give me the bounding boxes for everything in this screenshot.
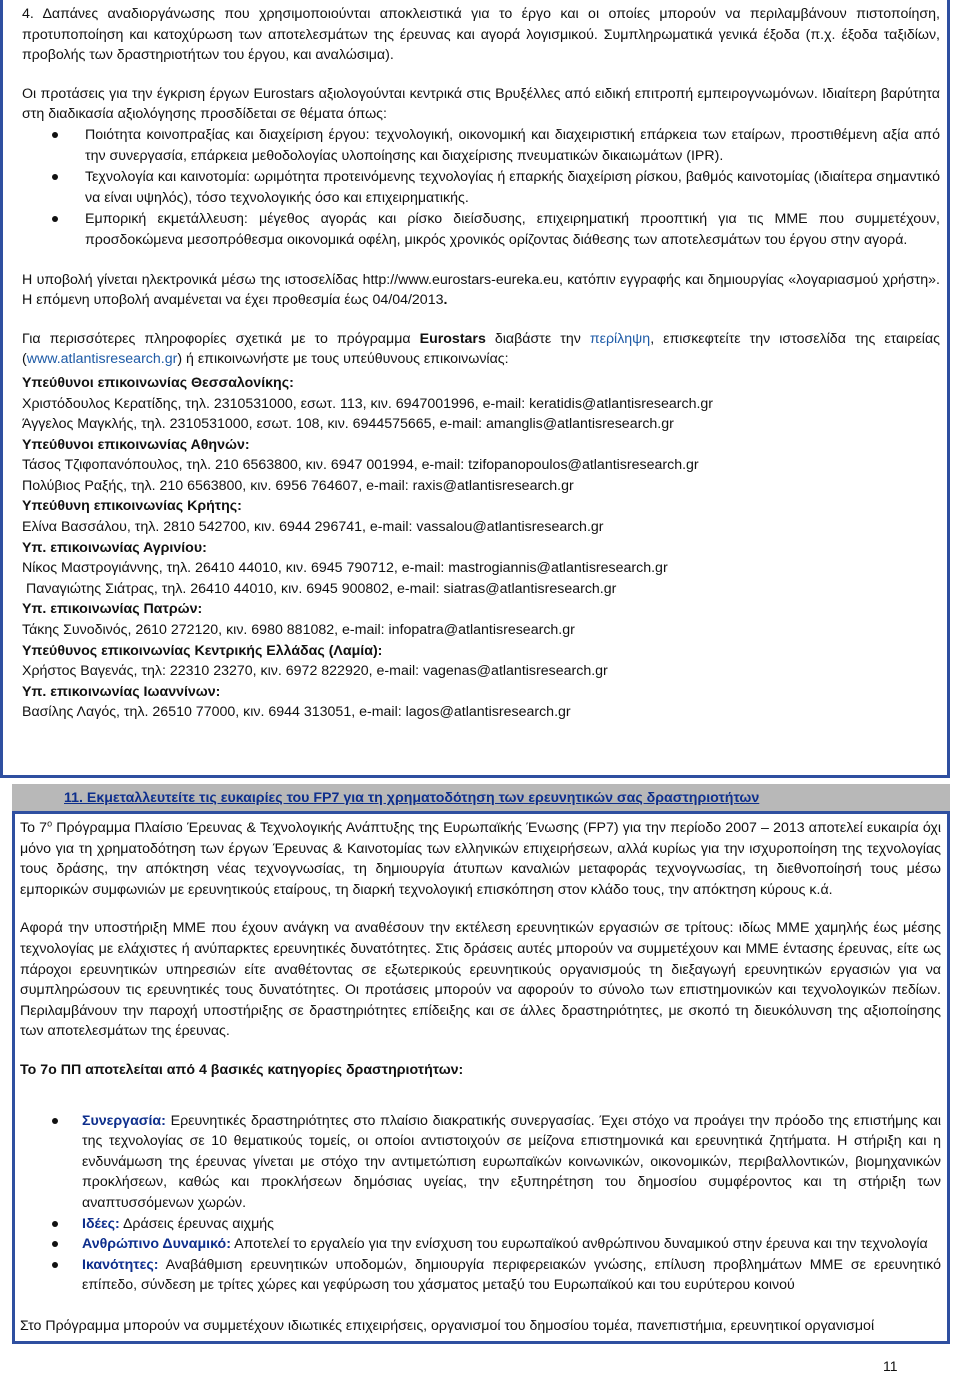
contact-heading: Υπεύθυνος επικοινωνίας Κεντρικής Ελλάδας (Λαμία): [22,642,383,659]
contact-line: Ελίνα Βασσάλου, τηλ. 2810 542700, κιν. 6944 296741, e-mail: vassalou@atlantisresearch.gr [22,519,604,536]
contacts-list [22,373,940,723]
contact-line: Τάκης Συνοδινός, 2610 272120, κιν. 6980 881082, e-mail: infopatra@atlantisresearch.gr [22,622,575,639]
section-title: 11. Εκμεταλλευτείτε τις ευκαιρίες του FP7 για τη χρηματοδότηση των ερευνητικών σας δραστηριοτήτων [64,790,760,806]
contact-heading: Υπεύθυνη επικοινωνίας Κρήτης: [22,498,242,515]
bottom-content [20,818,941,1336]
evaluation-criteria-list [22,125,940,251]
final-paragraph: Στο Πρόγραμμα μπορούν να συμμετέχουν ιδιωτικές επιχειρήσεις, οργανισμοί του δημοσίου τομέα, πανεπιστήμια, ερευνητικοί οργανισμοί [20,1317,875,1334]
list-item: Ανθρώπινο Δυναμικό: Αποτελεί το εργαλείο για την ενίσχυση του ευρωπαϊκού ανθρώπινου δυναμικού στην έρευνα και την τεχνολογία [20,1234,941,1255]
contact-heading: Υπ. επικοινωνίας Αγρινίου: [22,539,207,556]
contact-heading: Υπ. επικοινωνίας Ιωαννίνων: [22,683,221,700]
contact-line: Πολύβιος Ραξής, τηλ. 210 6563800, κιν. 6956 764607, e-mail: raxis@atlantisresearch.gr [22,477,574,494]
bullet-icon [52,1118,58,1124]
item-4-paragraph: 4. Δαπάνες αναδιοργάνωσης που χρησιμοποιούνται αποκλειστικά για το έργο και οι οποίες μπορούν να περιλαμβάνουν πιστοποίηση, προτυποποίηση και κατοχύρωση των αποτελεσμάτων της έρευνας και αγορά λογισμικού. Συμπληρωματικά γενικά έξοδα (π.χ. έξοδα ταξιδίων, προβολής των δραστηριοτήτων του έργου, και αναλώσιμα). [22,6,940,64]
list-item: Ικανότητες: Αναβάθμιση ερευνητικών υποδομών, δημιουργία περιφερειακών γνώσης, επίλυση προβλημάτων ΜΜΕ σε ερευνητικό επίπεδο, σύνδεση με τρίτες χώρες και γεφύρωση του χάσματος μεταξύ του Ευρωπαϊκού και του ευρύτερου κοινού [20,1255,941,1296]
more-info-paragraph: Για περισσότερες πληροφορίες σχετικά με το πρόγραμμα Eurostars διαβάστε την περίληψη, επισκεφτείτε την ιστοσελίδα της εταιρείας (www.atlantisresearch.gr) ή επικοινωνήστε με τους υπεύθυνους επικοινωνίας: [22,330,940,368]
contact-line: Βασίλης Λαγός, τηλ. 26510 77000, κιν. 6944 313051, e-mail: lagos@atlantisresearch.gr [22,704,571,721]
summary-link[interactable]: περίληψη [589,330,651,347]
sme-support-paragraph: Αφορά την υποστήριξη ΜΜΕ που έχουν ανάγκη να αναθέσουν την εκτέλεση ερευνητικών εργασιών σε τρίτους: ιδίως ΜΜΕ χαμηλής έως μέσης τεχνολογίας με ελάχιστες ή ανύπαρκτες ερευνητικές δυνατότητες. Στις δράσεις αυτές μπορούν να συμμετέχουν και ΜΜΕ έντασης έρευνας, είτε ως πάροχοι ερευνητικών υπηρεσιών είτε αναθέτοντας σε εξωτερικούς ερευνητικούς οργανισμούς τη διεξαγωγή ερευνητικών εργασιών για να συμπληρώσουν τις ερευνητικές τους δυνατότητες. Οι προτάσεις μπορούν να αφορούν το σύνολο των επιστημονικών και τεχνολογικών πεδίων. Περιλαμβάνουν την παροχή υποστήριξης σε δραστηριότητες επίδειξης και σε άλλες δραστηριότητες, με σκοπό τη διευκόλυνση της αξιοποίησης των αποτελεσμάτων της έρευνας. [20,920,941,1040]
contact-line: Νίκος Μαστρογιάννης, τηλ. 26410 44010, κιν. 6945 790712, e-mail: mastrogiannis@atlantisresearch.gr [22,560,668,577]
contact-line: Χριστόδουλος Κερατίδης, τηλ. 2310531000, εσωτ. 113, κιν. 6947001996, e-mail: keratidis@atlantisresearch.gr [22,395,714,412]
contact-line: Χρήστος Βαγενάς, τηλ: 22310 23270, κιν. 6972 822920, e-mail: vagenas@atlantisresearch.gr [22,663,608,680]
contact-line: Τάσος Τζιφοπανόπουλος, τηλ. 210 6563800, κιν. 6947 001994, e-mail: tzifopanopoulos@atlantisresearch.gr [22,457,699,474]
page-number: 11 [883,1358,898,1374]
list-item: Ποιότητα κοινοπραξίας και διαχείριση έργου: τεχνολογική, οικονομική και διαχειριστική επάρκεια των εταίρων, προστιθέμενη αξία από την συνεργασία, επάρκεια μεθοδολογίας υλοποίησης και διαχείρισης πνευματικών δικαιωμάτων (IPR). [22,125,940,166]
contact-line: Άγγελος Μαγκλής, τηλ. 2310531000, εσωτ. 108, κιν. 6944575665, e-mail: amanglis@atlantisresearch.gr [22,416,674,433]
categories-heading: Το 7ο ΠΠ αποτελείται από 4 βασικές κατηγορίες δραστηριοτήτων: [20,1061,464,1078]
bullet-icon [52,132,58,138]
submission-paragraph: Η υποβολή γίνεται ηλεκτρονικά μέσω της ιστοσελίδας http://www.eurostars-eureka.eu, κατόπιν εγγραφής και δημιουργίας «λογαριασμού χρήστη». Η επόμενη υποβολή αναμένεται να έχει προθεσμία έως 04/04/2013. [22,271,940,309]
contact-heading: Υπ. επικοινωνίας Πατρών: [22,601,203,618]
bullet-icon [52,1221,58,1227]
contact-heading: Υπεύθυνοι επικοινωνίας Αθηνών: [22,436,250,453]
list-item: Τεχνολογία και καινοτομία: ωριμότητα προτεινόμενης τεχνολογίας ή επαρκής διαχείριση ρίσκου, βαθμός καινοτομίας (ιδιαίτερα σημαντικό να είναι υψηλός), τόσο τεχνολογικής όσο και επιχειρηματικής. [22,167,940,208]
bullet-icon [52,174,58,180]
bullet-icon [52,1262,58,1268]
fp7-intro-paragraph: Το $7^o$ Πρόγραμμα Πλαίσιο Έρευνας & Τεχνολογικής Ανάπτυξης της Ευρωπαϊκής Ένωσης (FP7) για την περίοδο 2007 – 2013 αποτελεί ευκαιρία όχι μόνο για τη χρηματοδότηση των έργων Έρευνας & Καινοτομίας των ελληνικών επιχειρήσεων, αλλά κυρίως για την ισχυροποίηση της τεχνολογίας τους δράσης, την απόκτηση νέας τεχνογνωσίας, τη δημιουργία άτυπων καναλιών μεταφοράς τεχνογνωσίας, τη διεθνοποίησή τους μέσω εμπορικών συμφωνιών με ερευνητικούς εταίρους, τη διαρκή τεχνολογική επισκόπηση στον κλάδο τους, την απόκτηση κύρους κ.ά. [20,818,941,898]
categories-list [20,1111,941,1296]
top-content [22,4,940,723]
company-site-link[interactable]: www.atlantisresearch.gr [26,351,178,368]
list-item: Ιδέες: Δράσεις έρευνας αιχμής [20,1214,941,1235]
evaluation-intro: Οι προτάσεις για την έγκριση έργων Eurostars αξιολογούνται κεντρικά στις Βρυξέλλες από ειδική επιτροπή εμπειρογνωμόνων. Ιδιαίτερη βαρύτητα στη διαδικασία αξιολόγησης προσδίδεται σε θέματα όπως: [22,85,940,123]
bullet-icon [52,216,58,222]
eurostars-link[interactable]: http://www.eurostars-eureka.eu [362,271,559,288]
bullet-icon [52,1241,58,1247]
contact-line: Παναγιώτης Σιάτρας, τηλ. 26410 44010, κιν. 6945 900802, e-mail: siatras@atlantisresearch.gr [22,580,617,597]
section-11-header [12,784,950,814]
contact-heading: Υπεύθυνοι επικοινωνίας Θεσσαλονίκης: [22,374,294,391]
list-item: Εμπορική εκμετάλλευση: μέγεθος αγοράς και ρίσκο διείσδυσης, επιχειρηματική προοπτική για τις ΜΜΕ που συμμετέχουν, προσδοκώμενα μεσοπρόθεσμα οικονομικά οφέλη, μικρός χρονικός ορίζοντας διάθεσης των αποτελεσμάτων του έργου στην αγορά. [22,209,940,250]
list-item: Συνεργασία: Ερευνητικές δραστηριότητες στο πλαίσιο διακρατικής συνεργασίας. Έχει στόχο να προάγει την πρόοδο της επιστήμης και της τεχνολογίας σε 10 θεματικούς τομείς, οι οποίοι αντιστοιχούν σε μείζονα επιστημονικά και ερευνητικά ζητήματα. Η στήριξη και η ενδυνάμωση της έρευνας γίνεται με στόχο την αντιμετώπιση ευρωπαϊκών κοινωνικών, οικονομικών, περιβαλλοντικών, βιομηχανικών προκλήσεων, καθώς και προκλήσεων δημόσιας υγείας, την εξυπηρέτηση του δημοσίου συμφέροντος και τη στήριξη των αναπτυσσόμενων χωρών. [20,1111,941,1214]
